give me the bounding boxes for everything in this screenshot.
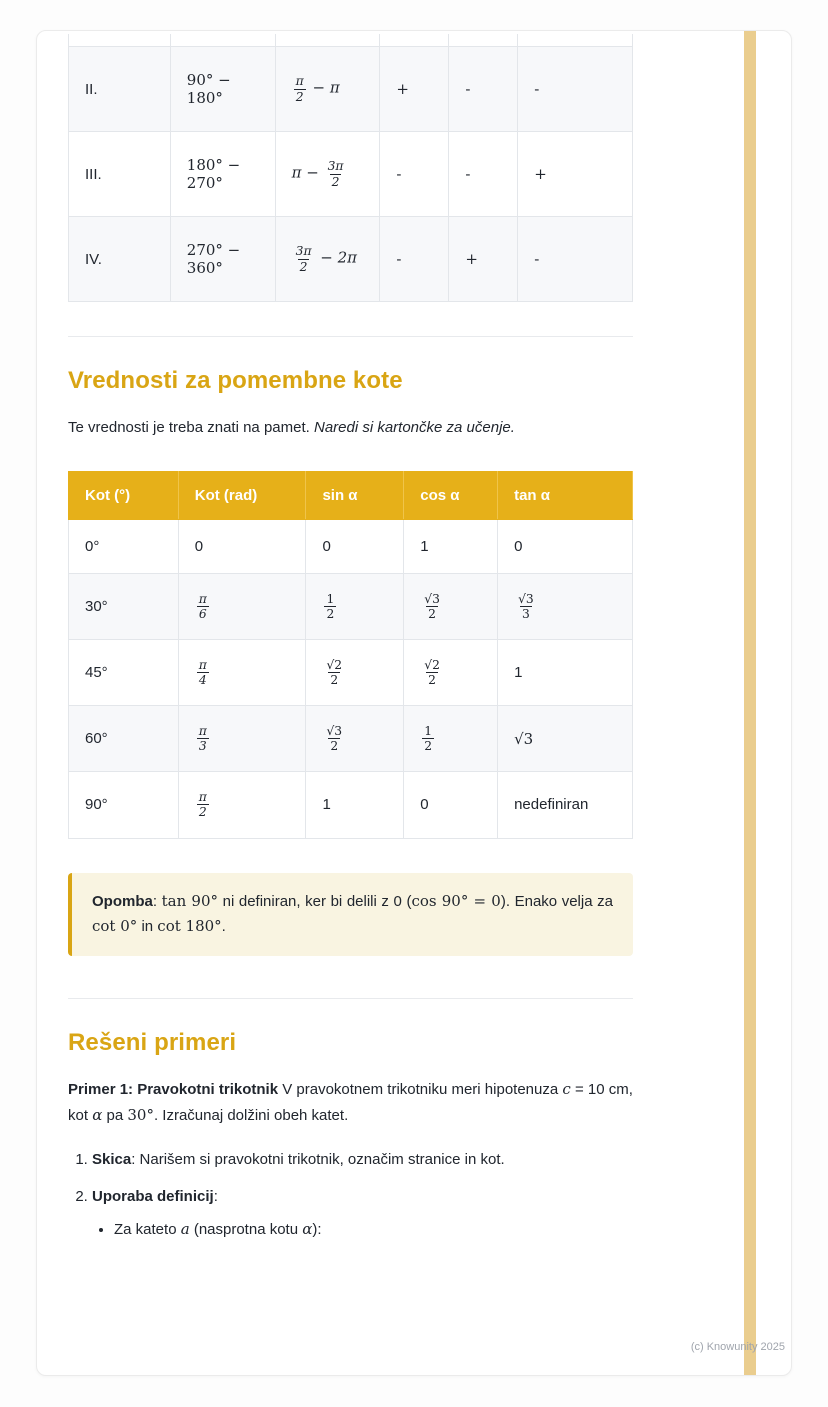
table-header-cell: Kot (rad)	[178, 471, 306, 519]
table-cell: 1	[306, 772, 404, 838]
table-cell: IV.	[69, 217, 171, 302]
intro-italic: Naredi si kartončke za učenje.	[313, 419, 515, 436]
table-cell: 60°	[69, 706, 179, 772]
table-row	[69, 573, 633, 639]
table-cell: -	[449, 132, 518, 217]
table-cell: $\frac{√3}{2}$	[306, 706, 404, 772]
divider	[68, 336, 633, 337]
table-cell: 1	[498, 639, 633, 705]
important-angles-table	[68, 471, 633, 839]
note-math: tan 90°	[161, 891, 219, 910]
table-row	[69, 706, 633, 772]
note-math: cos 90° = 0	[411, 891, 501, 910]
table-cell: 90°	[69, 772, 179, 838]
page-content	[37, 34, 633, 1375]
example-title: Primer 1: Pravokotni trikotnik	[68, 1081, 279, 1099]
table-cell: π − $\frac{3\pi}{2}$	[275, 132, 380, 217]
page-edge-strip	[744, 31, 756, 1375]
table-cell: $\frac{1}{2}$	[306, 573, 404, 639]
table-header-row	[69, 471, 633, 519]
solution-steps	[68, 1148, 608, 1242]
table-cell: +	[449, 217, 518, 302]
table-header-cell: Kot (°)	[69, 471, 179, 519]
table-cell: $\frac{\pi}{2}$	[178, 772, 306, 838]
table-cell: 45°	[69, 639, 179, 705]
table-cell: -	[380, 217, 449, 302]
table-cell: 1	[404, 519, 498, 573]
intro-normal: Te vrednosti je treba znati na pamet.	[68, 419, 314, 436]
note-math: cot 0°	[92, 917, 138, 936]
sub-list	[92, 1217, 608, 1242]
quadrant-sign-table	[68, 34, 633, 302]
section-title-values: Vrednosti za pomembne kote	[68, 367, 403, 394]
table-cell: II.	[69, 47, 171, 132]
table-cell: +	[518, 132, 633, 217]
table-cell: $\frac{\pi}{4}$	[178, 639, 306, 705]
values-intro	[68, 415, 633, 441]
table-cell: 0	[404, 772, 498, 838]
footer-credit: (c) Knowunity 2025	[690, 1341, 785, 1354]
note-math: cot 180°	[157, 917, 222, 936]
table-cell: 270° − 360°	[170, 217, 275, 302]
quadrant-table-clip	[68, 34, 633, 302]
table-cell: $\frac{√2}{2}$	[306, 639, 404, 705]
table-header-cell: tan α	[498, 471, 633, 519]
table-cell: $\frac{\pi}{2}$ − π	[275, 47, 380, 132]
divider	[68, 998, 633, 999]
table-cell: 30°	[69, 573, 179, 639]
table-header-cell: cos α	[404, 471, 498, 519]
table-cell: +	[380, 47, 449, 132]
section-title-examples: Rešeni primeri	[68, 1029, 237, 1057]
table-cell: III.	[69, 132, 171, 217]
table-cell: 0	[178, 519, 306, 573]
table-cell: nedefiniran	[498, 772, 633, 838]
table-cell: $\frac{3\pi}{2}$ − 2π	[275, 217, 380, 302]
table-row	[69, 639, 633, 705]
list-item: • Za kateto a (nasprotna kotu α):	[114, 1217, 608, 1242]
table-row	[69, 519, 633, 573]
table-cell: $\frac{1}{2}$	[404, 706, 498, 772]
table-header-cell: sin α	[306, 471, 404, 519]
table-cell: 0°	[69, 519, 179, 573]
table-row	[69, 47, 633, 132]
note-label: Opomba	[92, 892, 153, 910]
list-item: 1. Skica: Narišem si pravokotni trikotnik, označim stranice in kot.	[92, 1148, 608, 1172]
list-item: 2. Uporaba definicij: • Za kateto a (nasprotna kotu α):	[92, 1185, 608, 1242]
table-cell: -	[449, 47, 518, 132]
table-row	[69, 772, 633, 838]
note-callout: Opomba: tan 90° ni definiran, ker bi delili z 0 (cos 90° = 0). Enako velja za cot 0° in cot 180°.	[68, 873, 633, 957]
table-cell: $\frac{\pi}{6}$	[178, 573, 306, 639]
table-row	[69, 217, 633, 302]
table-cell: -	[518, 217, 633, 302]
table-cell: 0	[498, 519, 633, 573]
table-row	[69, 132, 633, 217]
table-cell: 90° − 180°	[170, 47, 275, 132]
table-cell: 0	[306, 519, 404, 573]
table-cell: $\frac{√3}{2}$	[404, 573, 498, 639]
table-row-partial	[69, 34, 633, 47]
example-paragraph: Primer 1: Pravokotni trikotnik V pravokotnem trikotniku meri hipotenuza c = 10 cm, kot α pa 30°. Izračunaj dolžini obeh katet.	[68, 1080, 633, 1124]
document-page	[36, 30, 792, 1376]
table-cell: $\frac{√3}{3}$	[498, 573, 633, 639]
table-cell: √3	[498, 706, 633, 772]
table-cell: $\frac{√2}{2}$	[404, 639, 498, 705]
table-cell: -	[380, 132, 449, 217]
table-cell: -	[518, 47, 633, 132]
table-cell: 180° − 270°	[170, 132, 275, 217]
table-cell: $\frac{\pi}{3}$	[178, 706, 306, 772]
